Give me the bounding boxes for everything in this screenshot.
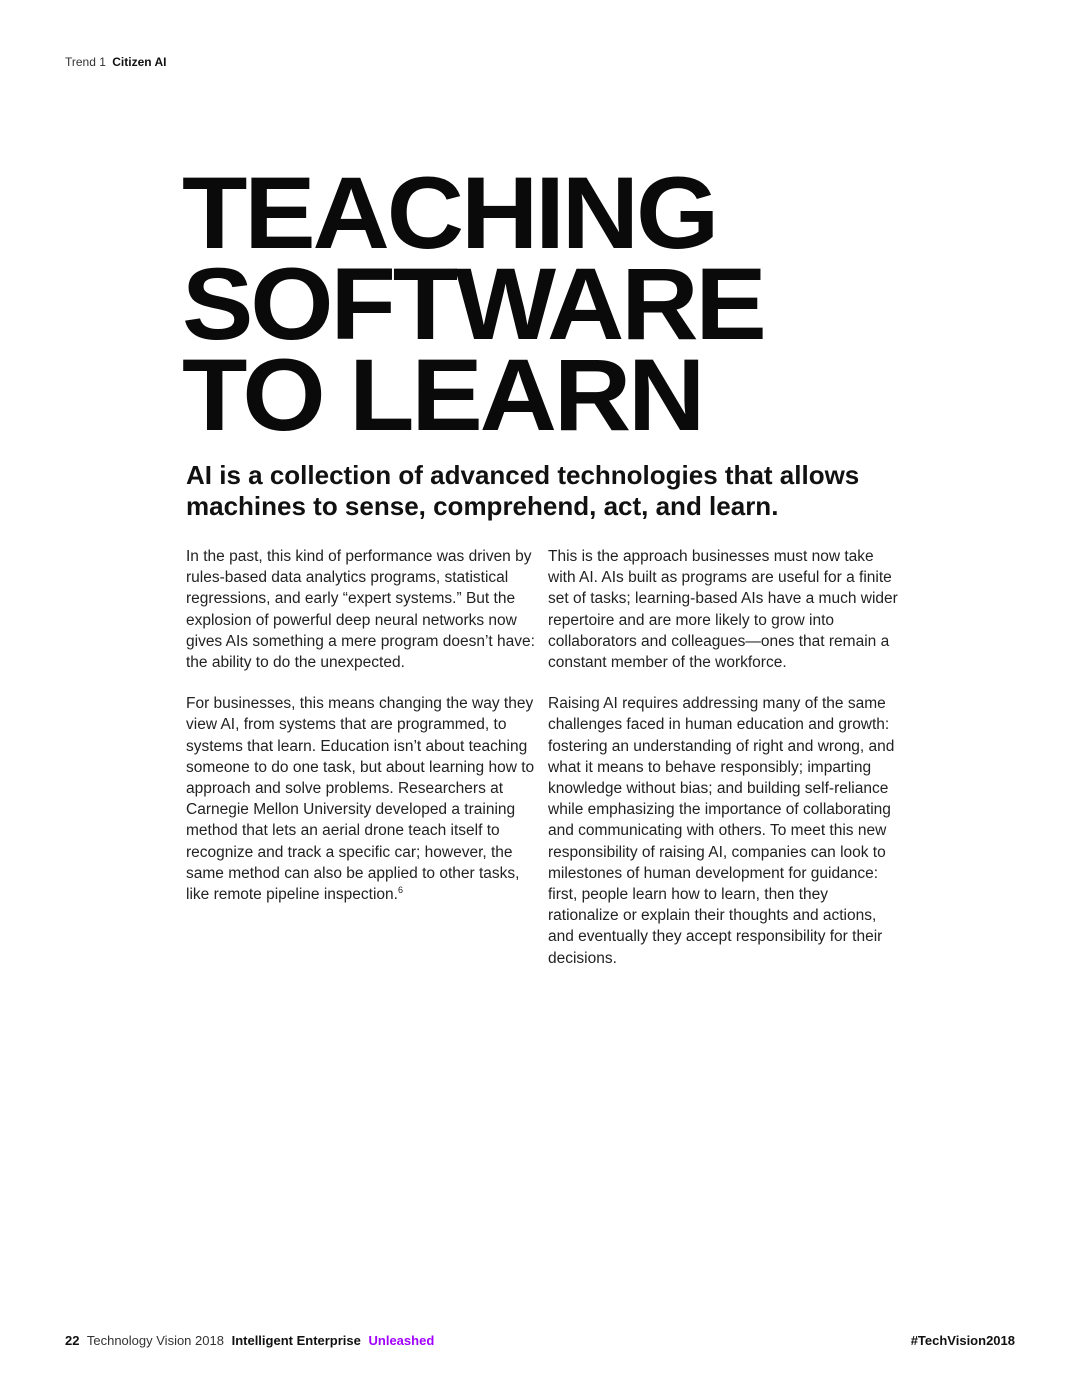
- trend-label: Trend 1: [65, 55, 106, 69]
- paragraph: [186, 693, 536, 905]
- publication-name: Technology Vision 2018: [86, 1333, 224, 1348]
- footnote-marker: 6: [397, 884, 403, 895]
- publication-title: Intelligent Enterprise: [231, 1333, 361, 1348]
- paragraph-text: For businesses, this means changing the way they view AI, from systems that are programmed, to systems that learn. Education isn’t about teaching someone to do one task, but about learning how to approach and solve problems. Researchers at Carnegie Mellon University developed a training method that lets an aerial drone teach itself to recognize and track a specific car; however, the same method can also be applied to other tasks, like remote pipeline inspection.: [186, 695, 535, 904]
- page-number: 22: [65, 1333, 80, 1348]
- footer-left: [65, 1333, 438, 1348]
- paragraph: Raising AI requires addressing many of the same challenges faced in human education and growth: fostering an understanding of right and wrong, and what it means to behave responsibly; imparting knowledge without bias; and building self-reliance while emphasizing the importance of collaborating and communicating with others. To meet this new responsibility of raising AI, companies can look to milestones of human development for guidance: first, people learn how to learn, then they rationalize or explain their thoughts and actions, and eventually they accept responsibility for their decisions.: [548, 695, 895, 967]
- page-footer: [65, 1333, 1015, 1348]
- publication-title-accent: Unleashed: [368, 1333, 435, 1348]
- body-column-left: [186, 546, 536, 925]
- running-header: [65, 55, 167, 69]
- title-line-2: SOFTWARE: [182, 247, 764, 361]
- paragraph: This is the approach businesses must now take with AI. AIs built as programs are useful for a finite set of tasks; learning-based AIs have a much wider repertoire and are more likely to grow into collaborators and colleagues—ones that remain a constant member of the workforce.: [548, 548, 898, 672]
- title-line-1: TEACHING: [182, 156, 717, 270]
- title-line-3: TO LEARN: [182, 338, 703, 452]
- paragraph: In the past, this kind of performance was driven by rules-based data analytics programs, statistical regressions, and early “expert systems.” But the explosion of powerful deep neural networks now gives AIs something a mere program doesn’t have: the ability to do the unexpected.: [186, 548, 535, 672]
- body-column-right: [548, 546, 898, 989]
- page-subtitle: AI is a collection of advanced technologies that allows machines to sense, comprehend, act, and learn.: [186, 460, 860, 521]
- trend-name: Citizen AI: [112, 55, 167, 69]
- hashtag: #TechVision2018: [910, 1333, 1015, 1348]
- page-title: [182, 156, 764, 452]
